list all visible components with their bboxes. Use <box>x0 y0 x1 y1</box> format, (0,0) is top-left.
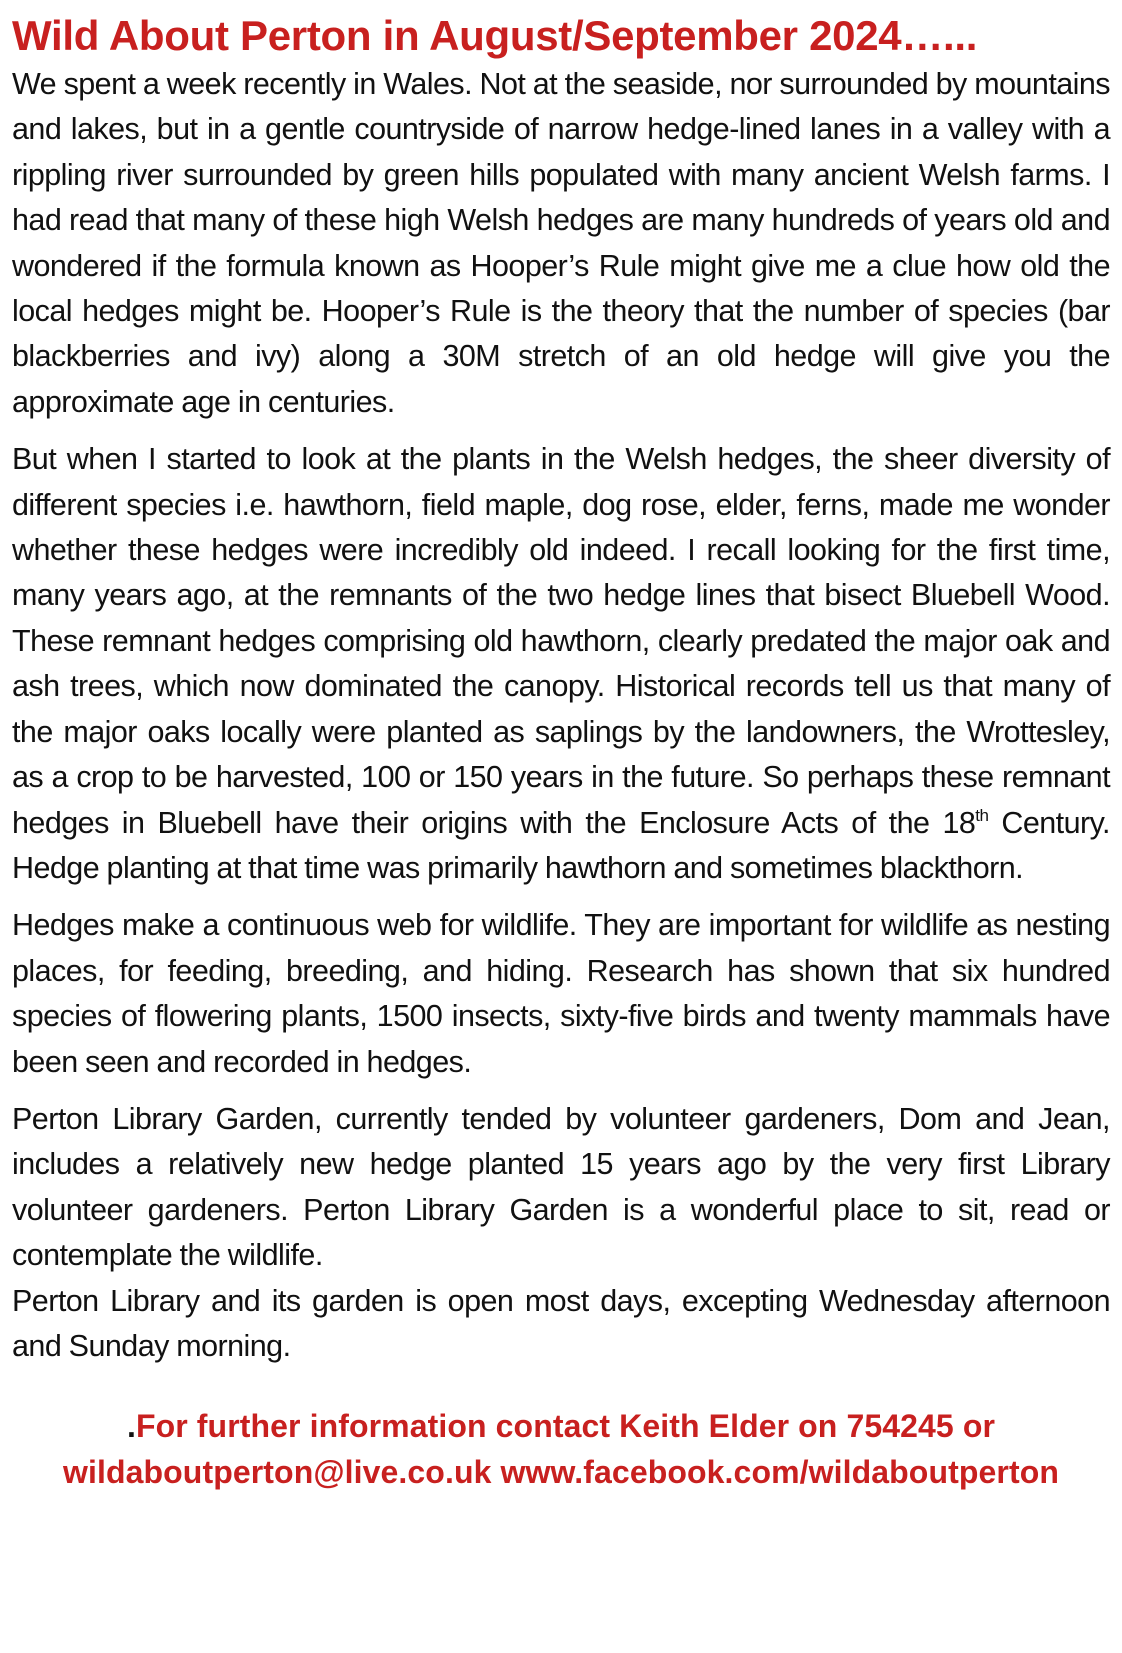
article <box>12 10 1110 1495</box>
paragraph-opening-times: Perton Library and its garden is open most days, excepting Wednesday afternoon and Sunday morning. <box>12 1283 1110 1363</box>
contact-block <box>12 1403 1110 1495</box>
contact-dot: . <box>126 1408 136 1445</box>
paragraph-hoopers-rule: We spent a week recently in Wales. Not at the seaside, nor surrounded by mountains and lakes, but in a gentle countryside of narrow hedge-lined lanes in a valley with a rippling river surrounded by green hills populated with many ancient Welsh farms. I had read that many of these high Welsh hedges are many hundreds of years old and wondered if the formula known as Hooper’s Rule might give me a clue how old the local hedges might be. Hooper’s Rule is the theory that the number of species (bar blackberries and ivy) along a 30M stretch of an old hedge will give you the approximate age in centuries. <box>12 67 1110 419</box>
paragraph-welsh-hedges <box>12 437 1110 891</box>
facebook-link[interactable]: www.facebook.com/wildaboutperton <box>500 1454 1059 1491</box>
paragraph-library-garden: Perton Library Garden, currently tended by volunteer gardeners, Dom and Jean, includes a relatively new hedge planted 15 years ago by the very first Library volunteer gardeners. Perton Library Garden is a wonderful place to sit, read or contemplate the wildlife. <box>12 1101 1110 1273</box>
paragraph-welsh-hedges-text: But when I started to look at the plants in the Welsh hedges, the sheer diversity of different species i.e. hawthorn, field maple, dog rose, elder, ferns, made me wonder whether these hedges were incredibly old indeed. I recall looking for the first time, many years ago, at the remnants of the two hedge lines that bisect Bluebell Wood. These remnant hedges comprising old hawthorn, clearly predated the major oak and ash trees, which now dominated the canopy. Historical records tell us that many of the major oaks locally were planted as saplings by the landowners, the Wrottesley, as a crop to be harvested, 100 or 150 years in the future. So perhaps these remnant hedges in Bluebell have their origins with the Enclosure Acts of the 18 <box>12 442 1110 840</box>
email-link[interactable]: wildaboutperton@live.co.uk <box>62 1454 492 1491</box>
paragraph-welsh-hedges-text-end: Century. Hedge planting at that time was primarily hawthorn and sometimes blackthorn. <box>12 805 1110 885</box>
contact-line-1 <box>12 1403 1110 1449</box>
paragraph-hedges-wildlife: Hedges make a continuous web for wildlife. They are important for wildlife as nesting places, for feeding, breeding, and hiding. Research has shown that six hundred species of flowering plants, 1500 insects, sixty-five birds and twenty mammals have been seen and recorded in hedges. <box>12 908 1110 1079</box>
contact-line-2 <box>12 1449 1110 1495</box>
ordinal-suffix: th <box>975 805 989 825</box>
contact-text: For further information contact Keith Elder on 754245 or <box>135 1408 996 1445</box>
article-title: Wild About Perton in August/September 2024…... <box>12 12 978 59</box>
